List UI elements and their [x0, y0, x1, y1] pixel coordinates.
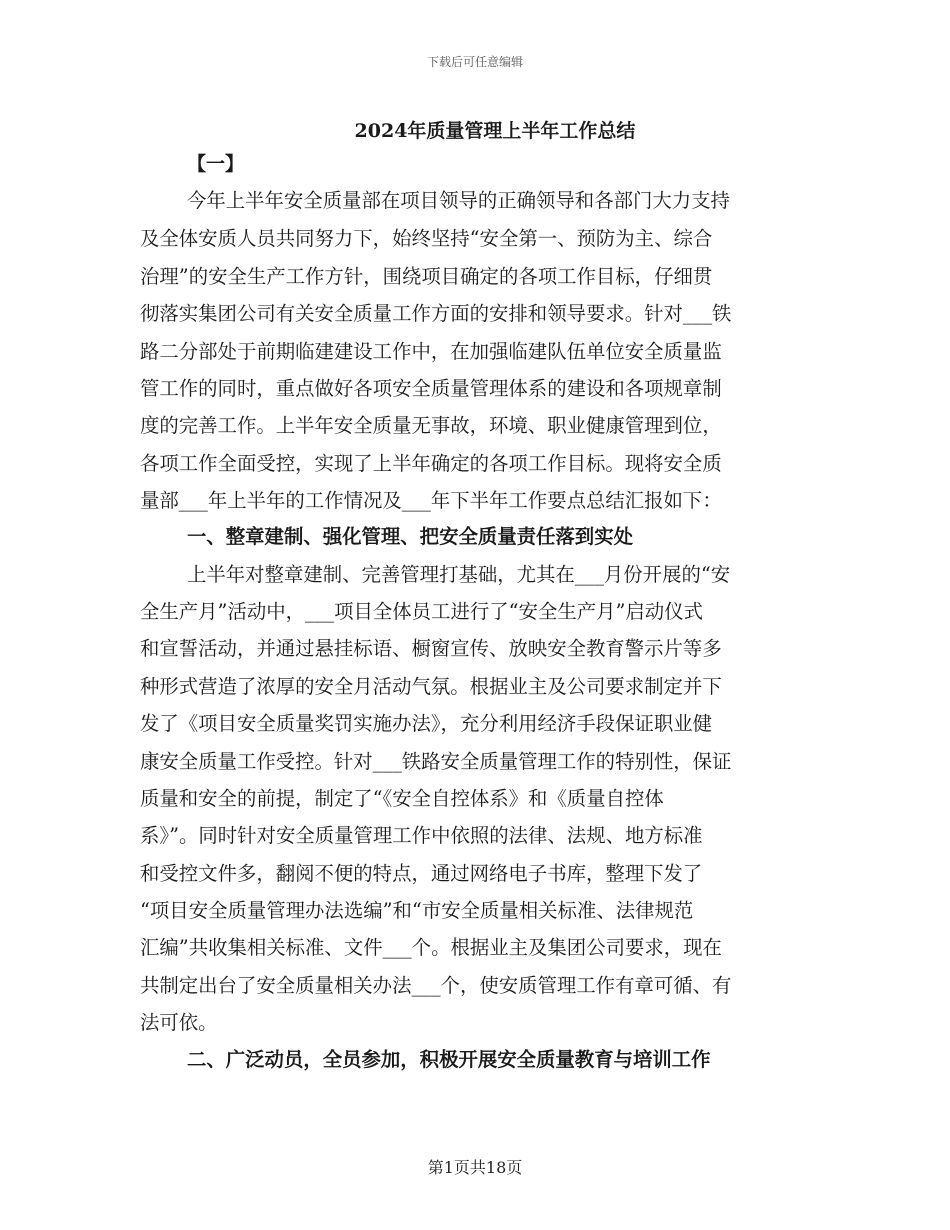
paragraph-line: 法可依。	[140, 1011, 218, 1034]
paragraph-line: 质量和安全的前提，制定了“《安全自控体系》和《质量自控体	[140, 787, 664, 810]
section-heading: 二、广泛动员，全员参加，积极开展安全质量教育与培训工作	[187, 1048, 711, 1071]
paragraph-line: 度的完善工作。上半年安全质量无事故，环境、职业健康管理到位，	[140, 414, 722, 437]
section-heading: 一、整章建制、强化管理、把安全质量责任落到实处	[187, 525, 633, 548]
paragraph-line: 各项工作全面受控，实现了上半年确定的各项工作目标。现将安全质	[140, 452, 722, 475]
section-mark: 【一】	[187, 153, 245, 175]
paragraph-line: 系》”。同时针对安全质量管理工作中依照的法律、法规、地方标准	[140, 824, 703, 847]
paragraph-line: 共制定出台了安全质量相关办法___个，使安质管理工作有章可循、有	[140, 974, 732, 997]
paragraph-line: 发了《项目安全质量奖罚实施办法》，充分利用经济手段保证职业健	[140, 712, 713, 735]
paragraph-line: 和宣誓活动，并通过悬挂标语、橱窗宣传、放映安全教育警示片等多	[140, 637, 722, 660]
paragraph-line: 彻落实集团公司有关安全质量工作方面的安排和领导要求。针对___铁	[140, 302, 732, 325]
paragraph-line: 康安全质量工作受控。针对___铁路安全质量管理工作的特别性，保证	[140, 750, 732, 773]
page-footer: 第1页共18页	[427, 1158, 523, 1177]
paragraph-line: 量部___年上半年的工作情况及___年下半年工作要点总结汇报如下：	[140, 489, 722, 512]
paragraph-line: 及全体安质人员共同努力下，始终坚持“安全第一、预防为主、综合	[140, 227, 713, 250]
paragraph-line: 治理”的安全生产工作方针，围绕项目确定的各项工作目标，仔细贯	[140, 265, 713, 288]
paragraph-line: 路二分部处于前期临建建设工作中，在加强临建队伍单位安全质量监	[140, 340, 722, 363]
paragraph-line: 今年上半年安全质量部在项目领导的正确领导和各部门大力支持	[187, 189, 730, 212]
paragraph-line: 种形式营造了浓厚的安全月活动气氛。根据业主及公司要求制定并下	[140, 675, 722, 698]
page-header: 下载后可任意编辑	[426, 55, 523, 69]
paragraph-line: 汇编”共收集相关标准、文件___个。根据业主及集团公司要求，现在	[140, 936, 722, 959]
paragraph-line: “项目安全质量管理办法选编”和“市安全质量相关标准、法律规范	[140, 899, 694, 922]
paragraph-line: 和受控文件多，翻阅不便的特点，通过网络电子书库，整理下发了	[140, 862, 703, 885]
paragraph-line: 上半年对整章建制、完善管理打基础，尤其在___月份开展的“安	[187, 563, 731, 586]
document-title: 2024年质量管理上半年工作总结	[354, 120, 636, 142]
paragraph-line: 全生产月”活动中，___项目全体员工进行了“安全生产月”启动仪式	[140, 600, 703, 623]
paragraph-line: 管工作的同时，重点做好各项安全质量管理体系的建设和各项规章制	[140, 377, 722, 400]
